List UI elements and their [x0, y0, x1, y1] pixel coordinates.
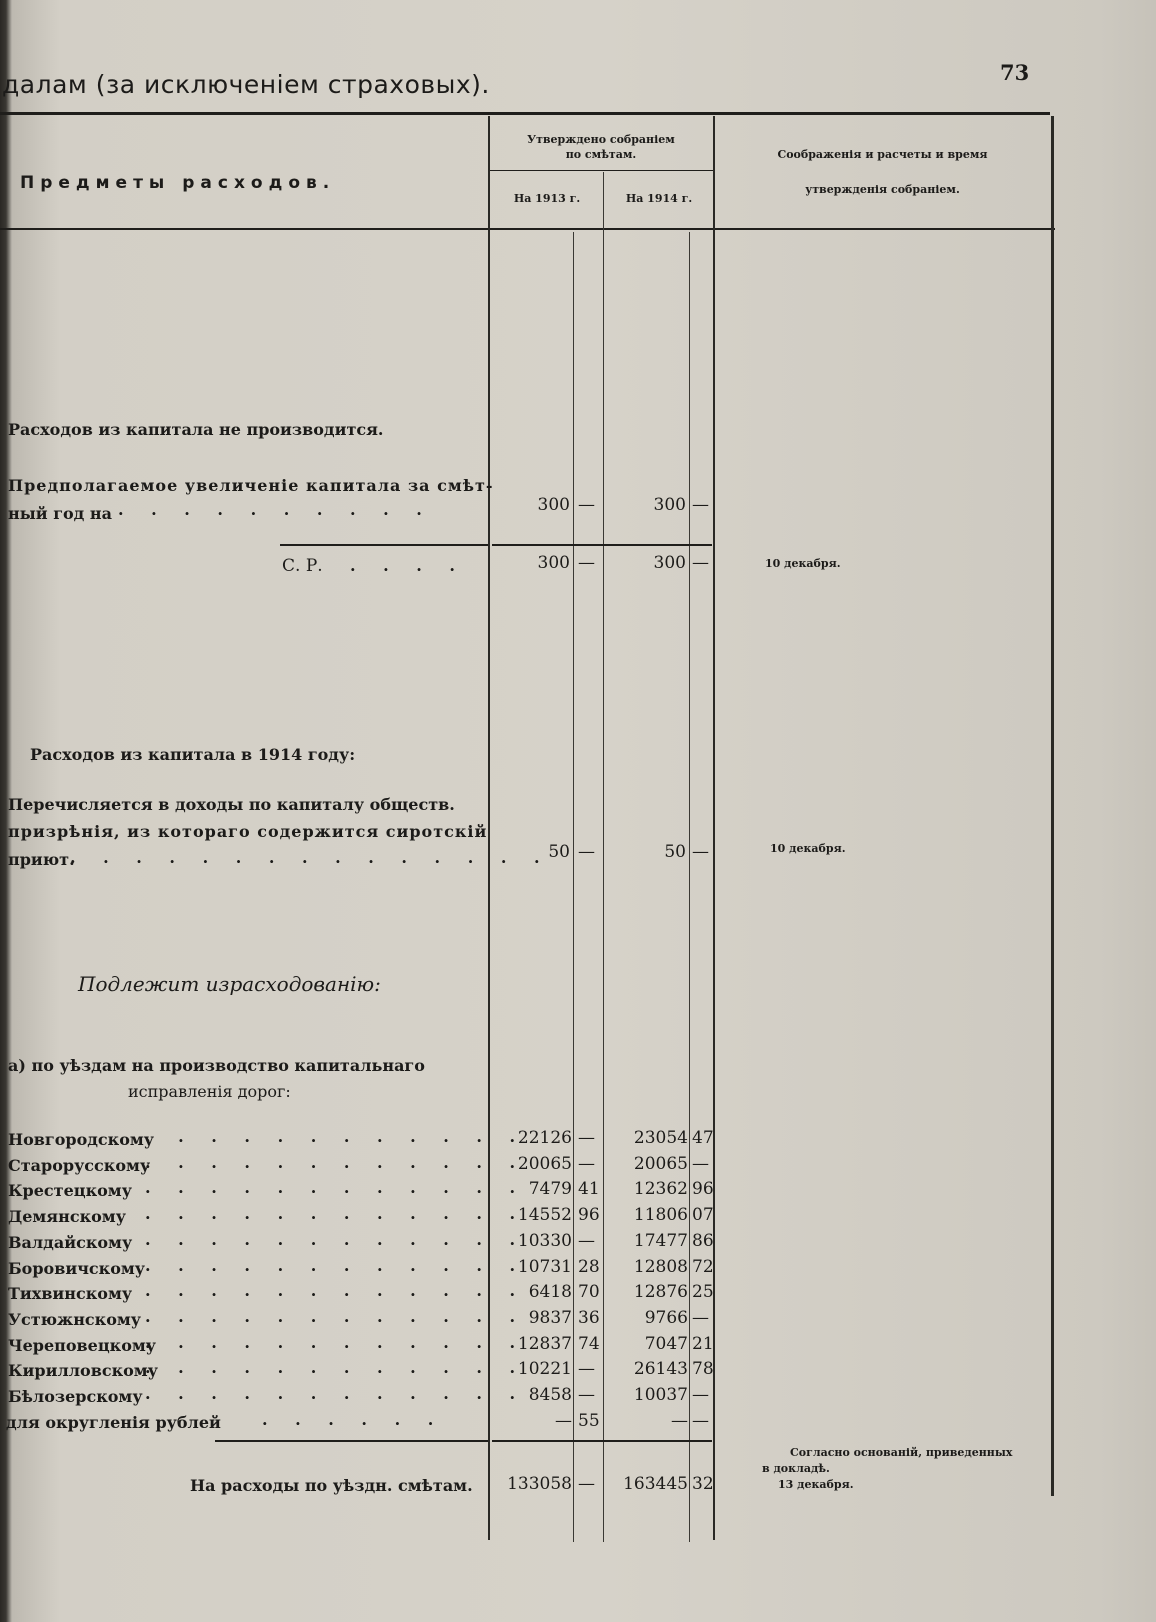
sr-note: 10 декабря.: [765, 557, 841, 570]
leader-dots: . . . . . . . . . . . .: [145, 1204, 527, 1223]
total-note-line2: в докладѣ.: [762, 1462, 830, 1475]
district-1913-rubles: —: [555, 1411, 572, 1431]
district-1914-kopeks: 72: [692, 1257, 714, 1277]
district-1913-kopeks: 28: [578, 1257, 600, 1277]
district-1913-kopeks: 36: [578, 1308, 600, 1328]
column-divider: [1051, 116, 1054, 1496]
column-divider: [603, 172, 604, 1542]
district-1914-kopeks: —: [692, 1411, 709, 1431]
items-column-header: Предметы расходов.: [20, 173, 336, 193]
district-label: Старорусскому: [8, 1156, 151, 1175]
district-1913-kopeks: —: [578, 1128, 595, 1148]
leader-dots: . . . . . . . . . . . .: [145, 1230, 527, 1249]
section3-subtitle: Подлежит израсходованію:: [78, 972, 381, 996]
district-label: для округленія рублей: [6, 1413, 221, 1432]
increase-1913: 300: [537, 495, 570, 515]
sr-label: С. Р.: [282, 556, 323, 576]
leader-dots: . . . . . . . . . . . .: [145, 1178, 527, 1197]
approved-header-line1: Утверждено собраніем: [527, 133, 675, 146]
district-1914-kopeks: 47: [692, 1128, 714, 1148]
total-1913: 133058: [507, 1474, 572, 1494]
col-1913-header: На 1913 г.: [513, 192, 581, 205]
district-1913-rubles: 12837: [517, 1334, 572, 1354]
district-1913-rubles: 6418: [528, 1282, 572, 1302]
sr-1913-k: —: [578, 553, 595, 573]
district-1914-kopeks: —: [692, 1385, 709, 1405]
district-label: Тихвинскому: [8, 1284, 133, 1303]
leader-dots: . . . . . . . . . . . .: [145, 1256, 527, 1275]
district-1914-rubles: 20065: [633, 1154, 688, 1174]
roads-line2: исправленія дорог:: [128, 1082, 291, 1101]
column-divider: [488, 116, 490, 1540]
district-1914-kopeks: 86: [692, 1231, 714, 1251]
leader-dots: . . . . . . . . . .: [118, 500, 433, 519]
approved-header-line2: по смѣтам.: [565, 148, 637, 161]
district-1913-rubles: 22126: [517, 1128, 572, 1148]
sr-1914-k: —: [692, 553, 709, 573]
district-label: Устюжнскому: [8, 1310, 142, 1329]
leader-dots: . . . . . . . . . . . .: [145, 1333, 527, 1352]
district-1914-kopeks: 21: [692, 1334, 714, 1354]
transfer-line2: призрѣнія, из котораго содержится сиротскій: [8, 822, 488, 841]
table-header-bottom-rule: [0, 228, 1055, 230]
district-1913-rubles: 9837: [528, 1308, 572, 1328]
transfer-note: 10 декабря.: [770, 842, 846, 855]
district-1914-rubles: 12876: [633, 1282, 688, 1302]
increase-1913-k: —: [578, 495, 595, 515]
district-1913-rubles: 14552: [517, 1205, 572, 1225]
district-1913-kopeks: —: [578, 1154, 595, 1174]
district-1914-kopeks: —: [692, 1308, 709, 1328]
district-1913-kopeks: 70: [578, 1282, 600, 1302]
district-1914-rubles: 26143: [633, 1359, 688, 1379]
subheader-rule: [490, 170, 713, 171]
no-expense-text: Расходов из капитала не производится.: [8, 420, 384, 439]
district-1914-kopeks: —: [692, 1154, 709, 1174]
total-label: На расходы по уѣздн. смѣтам.: [190, 1476, 473, 1495]
district-1914-rubles: 17477: [633, 1231, 688, 1251]
total-1913-k: —: [578, 1474, 595, 1494]
district-1914-rubles: —: [671, 1411, 688, 1431]
transfer-line3: приют.: [8, 850, 75, 869]
total-note-line1: Согласно основаній, приведенных: [790, 1446, 1013, 1459]
district-label: Кирилловскому: [8, 1361, 158, 1380]
district-1913-rubles: 8458: [528, 1385, 572, 1405]
district-1914-rubles: 12362: [633, 1179, 688, 1199]
total-rule: [492, 1440, 712, 1442]
district-label: Череповецкому: [8, 1336, 157, 1355]
district-label: Крестецкому: [8, 1181, 132, 1200]
district-1914-rubles: 23054: [633, 1128, 688, 1148]
increase-1914: 300: [653, 495, 686, 515]
kopek-divider: [573, 232, 574, 1542]
notes-header-line1: Соображенія и расчеты и время: [777, 148, 988, 161]
district-label: Бѣлозерскому: [8, 1387, 143, 1406]
district-1914-rubles: 11806: [633, 1205, 688, 1225]
page-heading: далам (за исключеніем страховых).: [2, 70, 490, 99]
transfer-1914-k: —: [692, 842, 709, 862]
district-1913-kopeks: —: [578, 1385, 595, 1405]
district-1914-rubles: 12808: [633, 1257, 688, 1277]
table-top-rule: [0, 112, 1050, 115]
district-1913-kopeks: —: [578, 1231, 595, 1251]
district-1914-kopeks: 96: [692, 1179, 714, 1199]
district-1914-kopeks: 78: [692, 1359, 714, 1379]
transfer-1914: 50: [664, 842, 686, 862]
district-1913-rubles: 10330: [517, 1231, 572, 1251]
page-number: 73: [1000, 60, 1030, 85]
district-1913-rubles: 10221: [517, 1359, 572, 1379]
increase-line2: ный год на: [8, 504, 112, 523]
district-1913-rubles: 7479: [528, 1179, 572, 1199]
total-note-line3: 13 декабря.: [778, 1478, 854, 1491]
subtotal-rule: [492, 544, 712, 546]
district-1913-kopeks: 41: [578, 1179, 600, 1199]
leader-dots: . . . . . . . . . . . .: [145, 1384, 527, 1403]
notes-header-line2: утвержденія собраніем.: [805, 183, 960, 196]
total-rule: [215, 1440, 488, 1442]
increase-1914-k: —: [692, 495, 709, 515]
leader-dots: . . . . . . . . . . . .: [145, 1153, 527, 1172]
district-label: Новгородскому: [8, 1130, 155, 1149]
leader-dots: . . . . . . . . . . . .: [145, 1281, 527, 1300]
leader-dots: . . . . . . . . . . . .: [145, 1358, 527, 1377]
district-1913-rubles: 20065: [517, 1154, 572, 1174]
leader-dots: . . . . . . . . . . . .: [145, 1127, 527, 1146]
district-1914-rubles: 7047: [644, 1334, 688, 1354]
total-1914-k: 32: [692, 1474, 714, 1494]
district-1914-kopeks: 25: [692, 1282, 714, 1302]
district-1913-kopeks: 74: [578, 1334, 600, 1354]
leader-dots: . . . . . .: [262, 1410, 445, 1429]
district-1914-kopeks: 07: [692, 1205, 714, 1225]
approved-group-header: [494, 132, 708, 162]
leader-dots: . . . . . . . . . . . .: [145, 1307, 527, 1326]
transfer-1913-k: —: [578, 842, 595, 862]
district-1913-kopeks: 96: [578, 1205, 600, 1225]
subtotal-rule: [280, 544, 488, 546]
district-1913-rubles: 10731: [517, 1257, 572, 1277]
district-label: Демянскому: [8, 1207, 126, 1226]
roads-line1: а) по уѣздам на производство капитальнаго: [8, 1056, 425, 1075]
district-1914-rubles: 10037: [633, 1385, 688, 1405]
sr-1913: 300: [537, 553, 570, 573]
district-1914-rubles: 9766: [644, 1308, 688, 1328]
transfer-1913: 50: [548, 842, 570, 862]
col-1914-header: На 1914 г.: [625, 192, 693, 205]
district-label: Боровичскому: [8, 1259, 146, 1278]
leader-dots: . . . . . . . . . . . . . . .: [70, 848, 551, 867]
leader-dots: . . . .: [350, 556, 466, 575]
increase-line1: Предполагаемое увеличеніе капитала за смѣт-: [8, 476, 494, 495]
total-1914: 163445: [623, 1474, 688, 1494]
transfer-line1: Перечисляется в доходы по капиталу обществ.: [8, 795, 455, 814]
section2-title: Расходов из капитала в 1914 году:: [30, 745, 356, 764]
district-label: Валдайскому: [8, 1233, 133, 1252]
sr-1914: 300: [653, 553, 686, 573]
kopek-divider: [689, 232, 690, 1542]
district-1913-kopeks: —: [578, 1359, 595, 1379]
district-1913-kopeks: 55: [578, 1411, 600, 1431]
